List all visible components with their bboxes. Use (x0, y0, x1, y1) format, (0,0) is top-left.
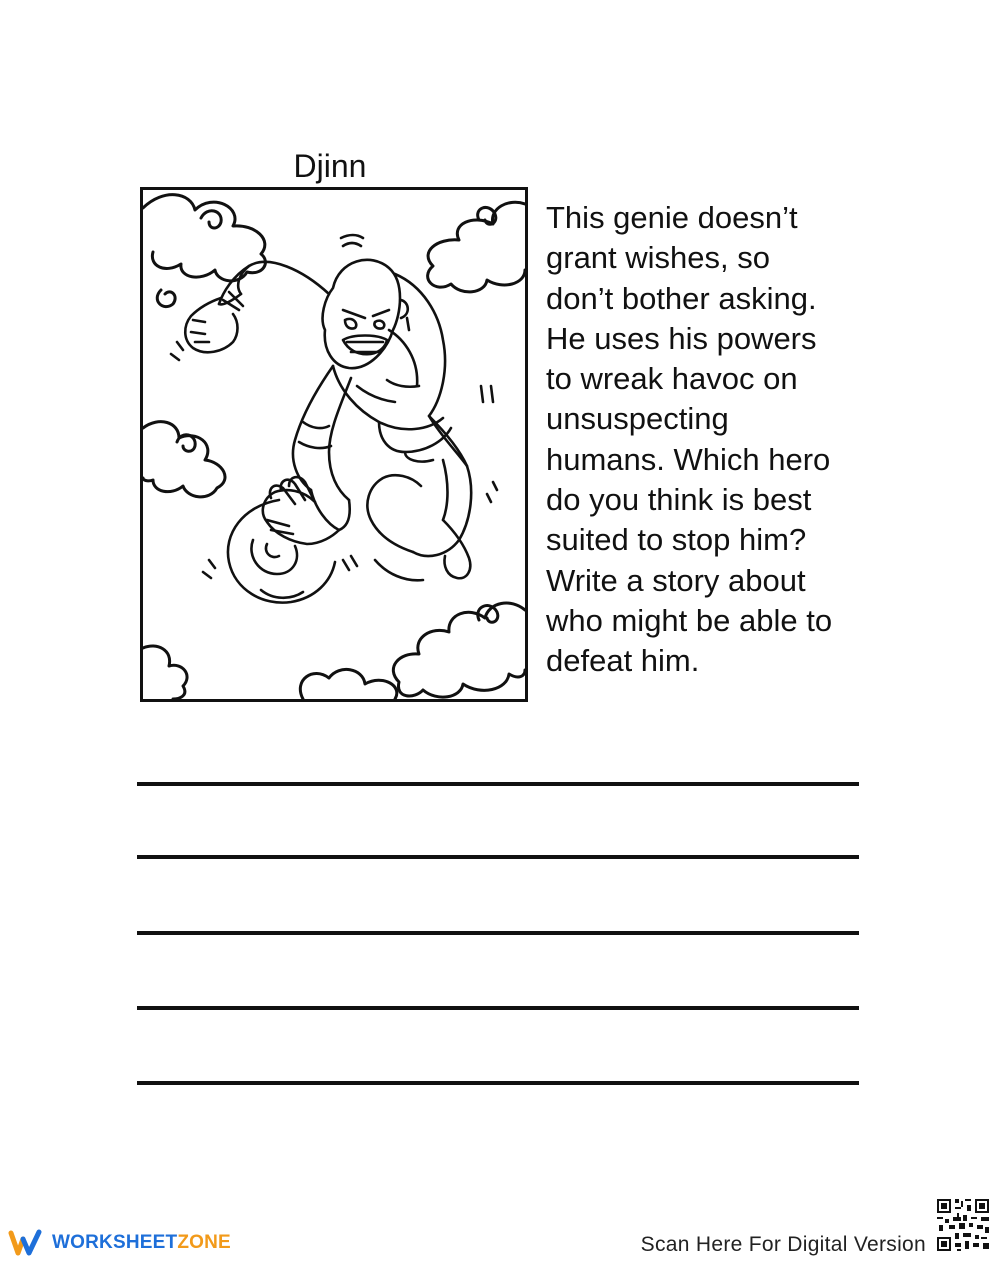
story-prompt (546, 198, 876, 682)
scan-instruction: Scan Here For Digital Version (640, 1233, 926, 1256)
cloud-middle-left-icon (143, 422, 225, 497)
djinn-figure-icon (171, 235, 497, 603)
djinn-illustration (140, 187, 528, 702)
cloud-bottom-right-icon (300, 603, 525, 699)
writing-line-4[interactable] (137, 1006, 859, 1010)
prompt-line: defeat him. (546, 643, 700, 679)
qr-code-icon[interactable] (935, 1197, 991, 1253)
prompt-line: humans. Which hero (546, 441, 831, 477)
prompt-line: He uses his powers (546, 320, 817, 356)
prompt-line: do you think is best (546, 482, 812, 518)
logo-wordmark (52, 1232, 231, 1254)
worksheet-title: Djinn (293, 148, 367, 184)
writing-line-5[interactable] (137, 1081, 859, 1085)
logo-word-worksheet: WORKSHEET (52, 1232, 178, 1253)
worksheetzone-logo-icon (8, 1229, 48, 1257)
prompt-line: suited to stop him? (546, 522, 807, 558)
prompt-line: to wreak havoc on (546, 361, 798, 397)
writing-line-2[interactable] (137, 855, 859, 859)
logo-word-zone: ZONE (177, 1232, 231, 1253)
prompt-line: This genie doesn’t (546, 200, 798, 235)
prompt-line: grant wishes, so (546, 240, 770, 276)
cloud-bottom-left-icon (143, 646, 187, 699)
prompt-line: don’t bother asking. (546, 280, 817, 316)
prompt-line: Write a story about (546, 562, 806, 598)
worksheetzone-logo[interactable] (8, 1228, 231, 1258)
writing-line-1[interactable] (137, 782, 859, 786)
prompt-line: unsuspecting (546, 401, 729, 437)
cloud-top-right-icon (428, 202, 525, 292)
prompt-line: who might be able to (546, 602, 833, 638)
writing-line-3[interactable] (137, 931, 859, 935)
cloud-top-left-icon (143, 195, 265, 307)
